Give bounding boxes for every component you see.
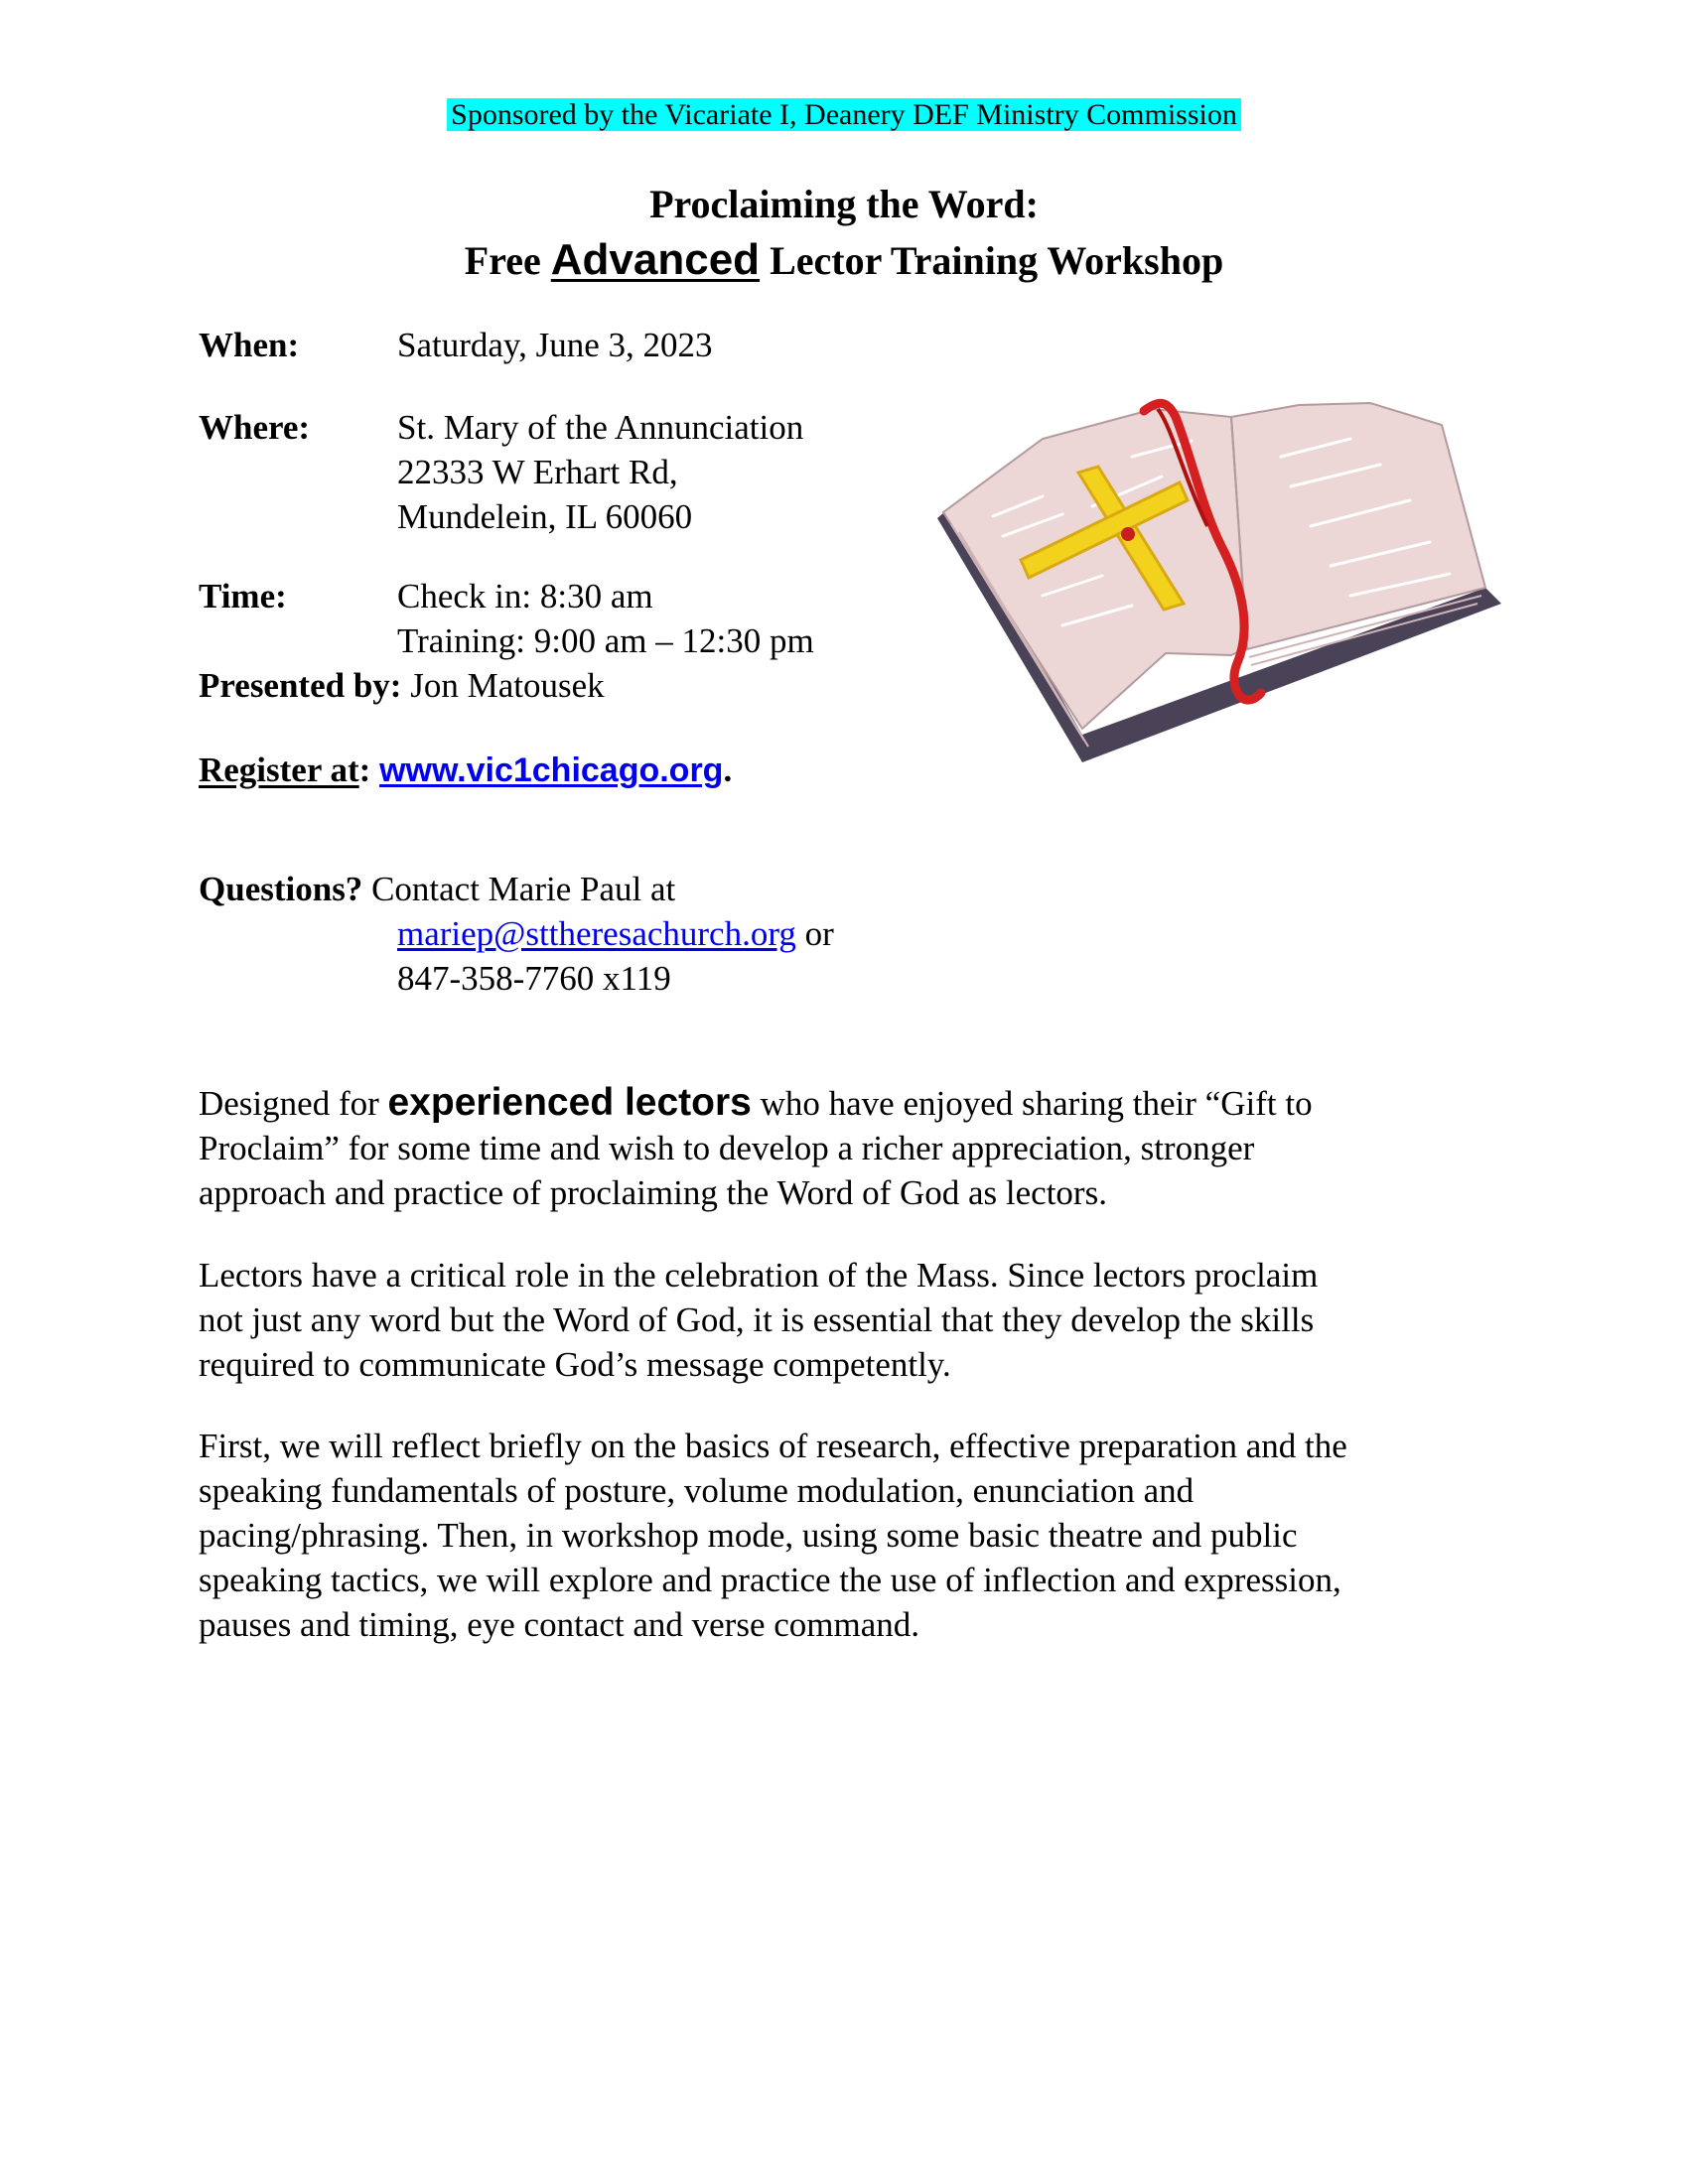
where-value	[397, 405, 803, 539]
where-line-street: 22333 W Erhart Rd,	[397, 453, 678, 491]
questions-email-row	[397, 911, 834, 956]
sponsor-banner	[0, 97, 1688, 133]
paragraph-role-line-1: Lectors have a critical role in the celebration of the Mass. Since lectors proclaim	[199, 1256, 1319, 1295]
time-line-training: Training: 9:00 am – 12:30 pm	[397, 621, 814, 660]
paragraph-agenda-line-2: speaking fundamentals of posture, volume modulation, enunciation and	[199, 1471, 1195, 1510]
paragraph-intro	[199, 1080, 1489, 1215]
title-line-1: Proclaiming the Word:	[649, 182, 1039, 226]
left-page	[943, 409, 1247, 729]
questions-contact: Contact Marie Paul at	[362, 870, 676, 908]
paragraph-agenda	[199, 1424, 1489, 1647]
paragraph-intro-line-3: approach and practice of proclaiming the Word of God as lectors.	[199, 1173, 1107, 1212]
intro-before: Designed for	[199, 1084, 388, 1123]
questions-row	[199, 867, 675, 911]
page-title	[0, 177, 1688, 289]
when-value: Saturday, June 3, 2023	[397, 326, 713, 364]
where-line-city: Mundelein, IL 60060	[397, 497, 693, 536]
bible-cross-illustration	[933, 397, 1509, 774]
title-advanced: Advanced	[550, 235, 761, 284]
paragraph-role-line-3: required to communicate God’s message competently.	[199, 1345, 951, 1384]
register-label: Register at	[199, 751, 359, 789]
questions-or: or	[795, 914, 834, 953]
sponsor-text: Sponsored by the Vicariate I, Deanery DEF Ministry Commission	[447, 98, 1241, 131]
presenter-name: Jon Matousek	[401, 666, 605, 705]
paragraph-intro-line-2: Proclaim” for some time and wish to develop a richer appreciation, stronger	[199, 1129, 1255, 1167]
register-link[interactable]: www.vic1chicago.org	[379, 751, 724, 789]
presenter-row	[199, 663, 605, 708]
paragraph-role	[199, 1253, 1489, 1387]
time-line-checkin: Check in: 8:30 am	[397, 577, 653, 615]
questions-phone: 847-358-7760 x119	[397, 959, 671, 998]
paragraph-intro-line-1	[199, 1080, 1489, 1126]
intro-after: who have enjoyed sharing their “Gift to	[751, 1084, 1313, 1123]
where-line-venue: St. Mary of the Annunciation	[397, 408, 804, 447]
register-suffix: .	[723, 751, 733, 789]
questions-label: Questions?	[199, 870, 363, 908]
title-prefix: Free	[464, 238, 551, 283]
title-suffix: Lector Training Workshop	[760, 238, 1224, 283]
where-label: Where:	[199, 408, 311, 447]
title-line-2	[0, 232, 1688, 289]
register-colon: :	[358, 751, 380, 789]
experienced-lectors: experienced lectors	[387, 1081, 752, 1124]
time-value	[397, 574, 814, 663]
presenter-label: Presented by:	[199, 666, 402, 705]
paragraph-agenda-line-1: First, we will reflect briefly on the basics of research, effective preparation and the	[199, 1427, 1347, 1465]
paragraph-agenda-line-4: speaking tactics, we will explore and practice the use of inflection and expression,	[199, 1561, 1341, 1599]
paragraph-role-line-2: not just any word but the Word of God, it is essential that they develop the skills	[199, 1300, 1315, 1339]
contact-email-link[interactable]: mariep@sttheresachurch.org	[397, 914, 796, 953]
when-label: When:	[199, 326, 300, 364]
paragraph-agenda-line-5: pauses and timing, eye contact and verse command.	[199, 1605, 920, 1644]
time-label: Time:	[199, 577, 287, 615]
register-row	[199, 748, 732, 793]
paragraph-agenda-line-3: pacing/phrasing. Then, in workshop mode, using some basic theatre and public	[199, 1516, 1298, 1555]
